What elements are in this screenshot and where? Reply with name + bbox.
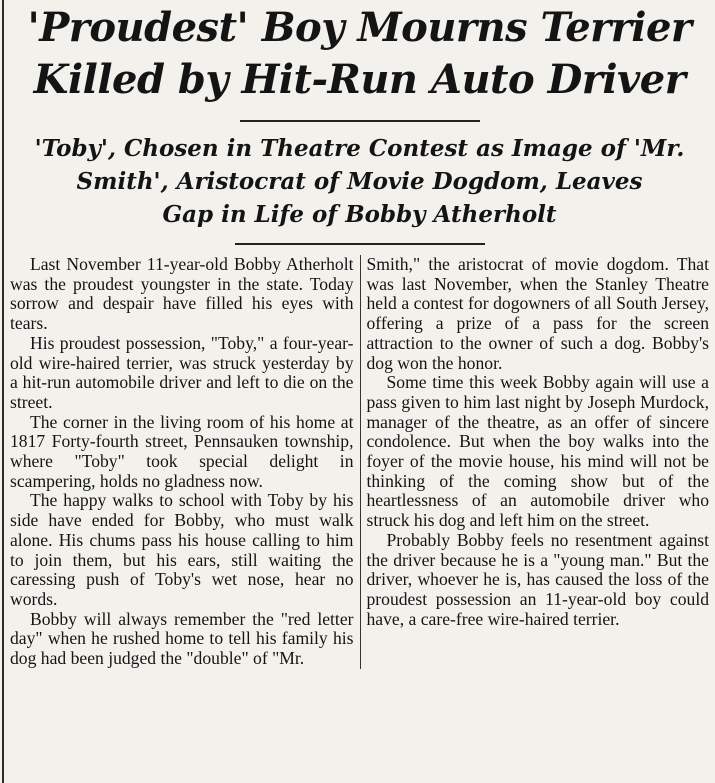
- paragraph-continued: Smith," the aristocrat of movie dogdom. That was last November, when the Stanley Theatre held a contest for dogowners of all South Jersey, offering a prize of a pass for the screen attraction to the owner of such a dog. Bobby's dog won the honor.: [366, 254, 709, 373]
- paragraph: Some time this week Bobby again will use a pass given to him last night by Joseph Murdock, manager of the theatre, as an offer of sincere condolence. But when the boy walks into the foyer of the movie house, his mind will not be thinking of the coming show but of the heartlessness of an automobile driver who struck his dog and left him on the street.: [366, 372, 709, 531]
- paragraph: Probably Bobby feels no resentment against the driver because he is a "young man." But the driver, whoever he is, has caused the loss of the proudest possession an 11-year-old boy could have, a care-free wire-haired terrier.: [366, 529, 709, 629]
- subhead-divider: [235, 243, 485, 245]
- subheadline: [10, 132, 709, 231]
- paragraph: Last November 11-year-old Bobby Atherholt was the proudest youngster in the state. Today sorrow and despair have filled his eyes with tears.: [10, 254, 354, 334]
- column-left: [10, 255, 360, 669]
- subhead-line-2: Smith', Aristocrat of Movie Dogdom, Leaves: [76, 168, 643, 195]
- subhead-line-3: Gap in Life of Bobby Atherholt: [162, 201, 557, 228]
- headline-divider: [240, 120, 480, 122]
- paragraph: His proudest possession, "Toby," a four-year-old wire-haired terrier, was struck yesterday by a hit-run automobile driver and left to die on the street.: [10, 332, 354, 412]
- subhead-line-1: 'Toby', Chosen in Theatre Contest as Image of 'Mr.: [34, 135, 685, 162]
- article-body: [10, 255, 709, 669]
- column-right: [360, 255, 710, 669]
- paragraph: The corner in the living room of his home at 1817 Forty-fourth street, Pennsauken township, where "Toby" took special delight in scampering, holds no gladness now.: [10, 411, 354, 491]
- clipping-edge-rule: [2, 0, 4, 783]
- paragraph: The happy walks to school with Toby by his side have ended for Bobby, who must walk alone. His chums pass his house calling to him to join them, but his ears, still waiting the caressing push of Toby's wet nose, hear no words.: [10, 490, 354, 609]
- paragraph: Bobby will always remember the "red letter day" when he rushed home to tell his family his dog had been judged the "double" of "Mr.: [10, 608, 354, 669]
- headline: [10, 2, 709, 106]
- headline-line-2: Killed by Hit-Run Auto Driver: [33, 56, 686, 103]
- headline-line-1: 'Proudest' Boy Mourns Terrier: [27, 4, 692, 51]
